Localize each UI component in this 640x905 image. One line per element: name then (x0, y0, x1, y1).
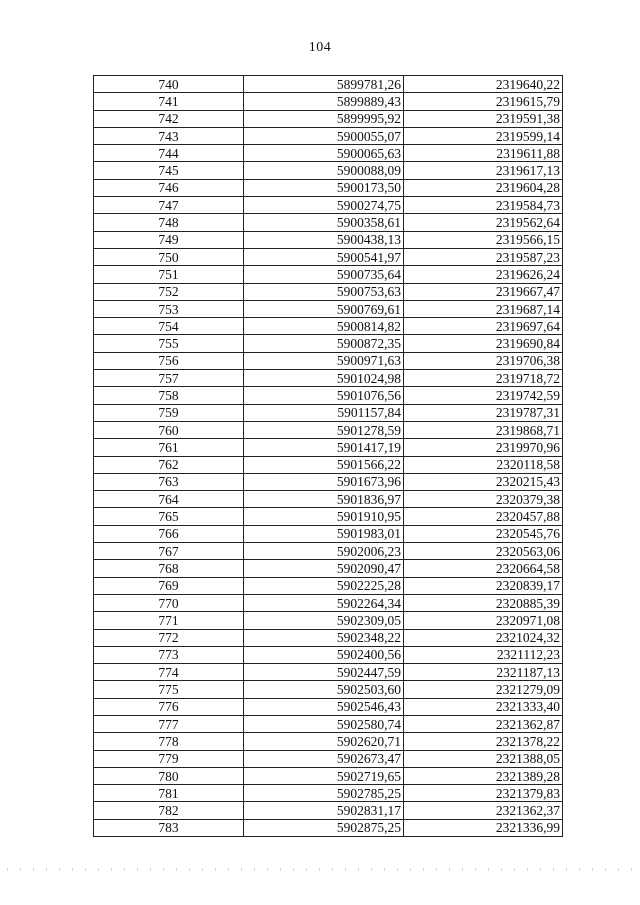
point-number-cell: 780 (94, 767, 244, 784)
y-coordinate-cell: 2319611,88 (404, 145, 563, 162)
point-number-cell: 741 (94, 93, 244, 110)
table-row (94, 577, 563, 594)
table-row (94, 473, 563, 490)
coordinates-table-body (94, 76, 563, 837)
point-number-cell: 760 (94, 421, 244, 438)
y-coordinate-cell: 2321362,37 (404, 802, 563, 819)
x-coordinate-cell: 5900438,13 (244, 231, 404, 248)
table-row (94, 594, 563, 611)
y-coordinate-cell: 2321187,13 (404, 664, 563, 681)
point-number-cell: 749 (94, 231, 244, 248)
point-number-cell: 774 (94, 664, 244, 681)
y-coordinate-cell: 2319626,24 (404, 266, 563, 283)
y-coordinate-cell: 2320563,06 (404, 543, 563, 560)
point-number-cell: 775 (94, 681, 244, 698)
x-coordinate-cell: 5901910,95 (244, 508, 404, 525)
table-row (94, 612, 563, 629)
table-row (94, 543, 563, 560)
x-coordinate-cell: 5901417,19 (244, 439, 404, 456)
point-number-cell: 779 (94, 750, 244, 767)
point-number-cell: 748 (94, 214, 244, 231)
point-number-cell: 771 (94, 612, 244, 629)
y-coordinate-cell: 2319566,15 (404, 231, 563, 248)
point-number-cell: 772 (94, 629, 244, 646)
point-number-cell: 763 (94, 473, 244, 490)
table-row (94, 76, 563, 93)
x-coordinate-cell: 5901983,01 (244, 525, 404, 542)
point-number-cell: 762 (94, 456, 244, 473)
table-row (94, 767, 563, 784)
x-coordinate-cell: 5900055,07 (244, 127, 404, 144)
x-coordinate-cell: 5902831,17 (244, 802, 404, 819)
x-coordinate-cell: 5902673,47 (244, 750, 404, 767)
x-coordinate-cell: 5901076,56 (244, 387, 404, 404)
x-coordinate-cell: 5902090,47 (244, 560, 404, 577)
table-row (94, 335, 563, 352)
y-coordinate-cell: 2320839,17 (404, 577, 563, 594)
point-number-cell: 761 (94, 439, 244, 456)
table-row (94, 525, 563, 542)
table-row (94, 110, 563, 127)
point-number-cell: 750 (94, 248, 244, 265)
table-row (94, 266, 563, 283)
x-coordinate-cell: 5900173,50 (244, 179, 404, 196)
y-coordinate-cell: 2321336,99 (404, 819, 563, 836)
x-coordinate-cell: 5901673,96 (244, 473, 404, 490)
point-number-cell: 764 (94, 491, 244, 508)
page-number: 104 (308, 40, 332, 55)
x-coordinate-cell: 5900088,09 (244, 162, 404, 179)
table-row (94, 750, 563, 767)
y-coordinate-cell: 2319970,96 (404, 439, 563, 456)
y-coordinate-cell: 2320215,43 (404, 473, 563, 490)
point-number-cell: 756 (94, 352, 244, 369)
x-coordinate-cell: 5900541,97 (244, 248, 404, 265)
table-row (94, 387, 563, 404)
point-number-cell: 765 (94, 508, 244, 525)
x-coordinate-cell: 5900769,61 (244, 300, 404, 317)
y-coordinate-cell: 2321389,28 (404, 767, 563, 784)
y-coordinate-cell: 2320118,58 (404, 456, 563, 473)
table-row (94, 197, 563, 214)
y-coordinate-cell: 2321279,09 (404, 681, 563, 698)
table-row (94, 404, 563, 421)
y-coordinate-cell: 2319640,22 (404, 76, 563, 93)
table-row (94, 439, 563, 456)
x-coordinate-cell: 5902580,74 (244, 715, 404, 732)
point-number-cell: 778 (94, 733, 244, 750)
point-number-cell: 776 (94, 698, 244, 715)
table-row (94, 214, 563, 231)
scan-noise-line (0, 868, 640, 871)
point-number-cell: 755 (94, 335, 244, 352)
x-coordinate-cell: 5902006,23 (244, 543, 404, 560)
x-coordinate-cell: 5902785,25 (244, 785, 404, 802)
x-coordinate-cell: 5901836,97 (244, 491, 404, 508)
y-coordinate-cell: 2319604,28 (404, 179, 563, 196)
y-coordinate-cell: 2320545,76 (404, 525, 563, 542)
point-number-cell: 767 (94, 543, 244, 560)
y-coordinate-cell: 2320971,08 (404, 612, 563, 629)
x-coordinate-cell: 5899995,92 (244, 110, 404, 127)
x-coordinate-cell: 5902620,71 (244, 733, 404, 750)
table-row (94, 629, 563, 646)
x-coordinate-cell: 5901024,98 (244, 370, 404, 387)
table-row (94, 179, 563, 196)
y-coordinate-cell: 2319562,64 (404, 214, 563, 231)
table-row (94, 421, 563, 438)
x-coordinate-cell: 5902447,59 (244, 664, 404, 681)
table-row (94, 715, 563, 732)
table-row (94, 664, 563, 681)
table-row (94, 300, 563, 317)
x-coordinate-cell: 5900814,82 (244, 318, 404, 335)
table-row (94, 802, 563, 819)
x-coordinate-cell: 5902264,34 (244, 594, 404, 611)
point-number-cell: 781 (94, 785, 244, 802)
y-coordinate-cell: 2320457,88 (404, 508, 563, 525)
y-coordinate-cell: 2321388,05 (404, 750, 563, 767)
point-number-cell: 777 (94, 715, 244, 732)
y-coordinate-cell: 2321333,40 (404, 698, 563, 715)
point-number-cell: 783 (94, 819, 244, 836)
y-coordinate-cell: 2319718,72 (404, 370, 563, 387)
y-coordinate-cell: 2319868,71 (404, 421, 563, 438)
table-row (94, 352, 563, 369)
point-number-cell: 782 (94, 802, 244, 819)
table-row (94, 248, 563, 265)
table-row (94, 283, 563, 300)
point-number-cell: 768 (94, 560, 244, 577)
y-coordinate-cell: 2321024,32 (404, 629, 563, 646)
table-row (94, 560, 563, 577)
point-number-cell: 770 (94, 594, 244, 611)
coordinates-table (93, 75, 563, 837)
point-number-cell: 743 (94, 127, 244, 144)
x-coordinate-cell: 5900735,64 (244, 266, 404, 283)
y-coordinate-cell: 2321378,22 (404, 733, 563, 750)
x-coordinate-cell: 5899889,43 (244, 93, 404, 110)
point-number-cell: 757 (94, 370, 244, 387)
table-row (94, 162, 563, 179)
x-coordinate-cell: 5902546,43 (244, 698, 404, 715)
y-coordinate-cell: 2319615,79 (404, 93, 563, 110)
point-number-cell: 747 (94, 197, 244, 214)
x-coordinate-cell: 5901566,22 (244, 456, 404, 473)
y-coordinate-cell: 2319697,64 (404, 318, 563, 335)
point-number-cell: 746 (94, 179, 244, 196)
x-coordinate-cell: 5902503,60 (244, 681, 404, 698)
point-number-cell: 752 (94, 283, 244, 300)
x-coordinate-cell: 5900971,63 (244, 352, 404, 369)
y-coordinate-cell: 2320885,39 (404, 594, 563, 611)
table-row (94, 681, 563, 698)
x-coordinate-cell: 5902225,28 (244, 577, 404, 594)
table-row (94, 646, 563, 663)
y-coordinate-cell: 2321112,23 (404, 646, 563, 663)
y-coordinate-cell: 2321379,83 (404, 785, 563, 802)
table-row (94, 127, 563, 144)
point-number-cell: 766 (94, 525, 244, 542)
table-row (94, 370, 563, 387)
table-row (94, 819, 563, 836)
y-coordinate-cell: 2319591,38 (404, 110, 563, 127)
y-coordinate-cell: 2319617,13 (404, 162, 563, 179)
x-coordinate-cell: 5900274,75 (244, 197, 404, 214)
point-number-cell: 769 (94, 577, 244, 594)
y-coordinate-cell: 2320379,38 (404, 491, 563, 508)
y-coordinate-cell: 2319690,84 (404, 335, 563, 352)
y-coordinate-cell: 2321362,87 (404, 715, 563, 732)
x-coordinate-cell: 5900358,61 (244, 214, 404, 231)
point-number-cell: 742 (94, 110, 244, 127)
y-coordinate-cell: 2319667,47 (404, 283, 563, 300)
x-coordinate-cell: 5901278,59 (244, 421, 404, 438)
x-coordinate-cell: 5900872,35 (244, 335, 404, 352)
table-row (94, 785, 563, 802)
y-coordinate-cell: 2319584,73 (404, 197, 563, 214)
point-number-cell: 754 (94, 318, 244, 335)
table-row (94, 733, 563, 750)
x-coordinate-cell: 5899781,26 (244, 76, 404, 93)
y-coordinate-cell: 2319599,14 (404, 127, 563, 144)
point-number-cell: 745 (94, 162, 244, 179)
point-number-cell: 740 (94, 76, 244, 93)
y-coordinate-cell: 2319706,38 (404, 352, 563, 369)
point-number-cell: 759 (94, 404, 244, 421)
x-coordinate-cell: 5900753,63 (244, 283, 404, 300)
table-row (94, 318, 563, 335)
table-row (94, 491, 563, 508)
point-number-cell: 773 (94, 646, 244, 663)
point-number-cell: 758 (94, 387, 244, 404)
y-coordinate-cell: 2319742,59 (404, 387, 563, 404)
table-row (94, 231, 563, 248)
x-coordinate-cell: 5902309,05 (244, 612, 404, 629)
x-coordinate-cell: 5902719,65 (244, 767, 404, 784)
table-row (94, 456, 563, 473)
table-row (94, 698, 563, 715)
x-coordinate-cell: 5902400,56 (244, 646, 404, 663)
table-row (94, 93, 563, 110)
y-coordinate-cell: 2319587,23 (404, 248, 563, 265)
y-coordinate-cell: 2319787,31 (404, 404, 563, 421)
x-coordinate-cell: 5901157,84 (244, 404, 404, 421)
y-coordinate-cell: 2320664,58 (404, 560, 563, 577)
x-coordinate-cell: 5902875,25 (244, 819, 404, 836)
table-row (94, 145, 563, 162)
x-coordinate-cell: 5900065,63 (244, 145, 404, 162)
point-number-cell: 751 (94, 266, 244, 283)
point-number-cell: 753 (94, 300, 244, 317)
x-coordinate-cell: 5902348,22 (244, 629, 404, 646)
point-number-cell: 744 (94, 145, 244, 162)
table-row (94, 508, 563, 525)
y-coordinate-cell: 2319687,14 (404, 300, 563, 317)
